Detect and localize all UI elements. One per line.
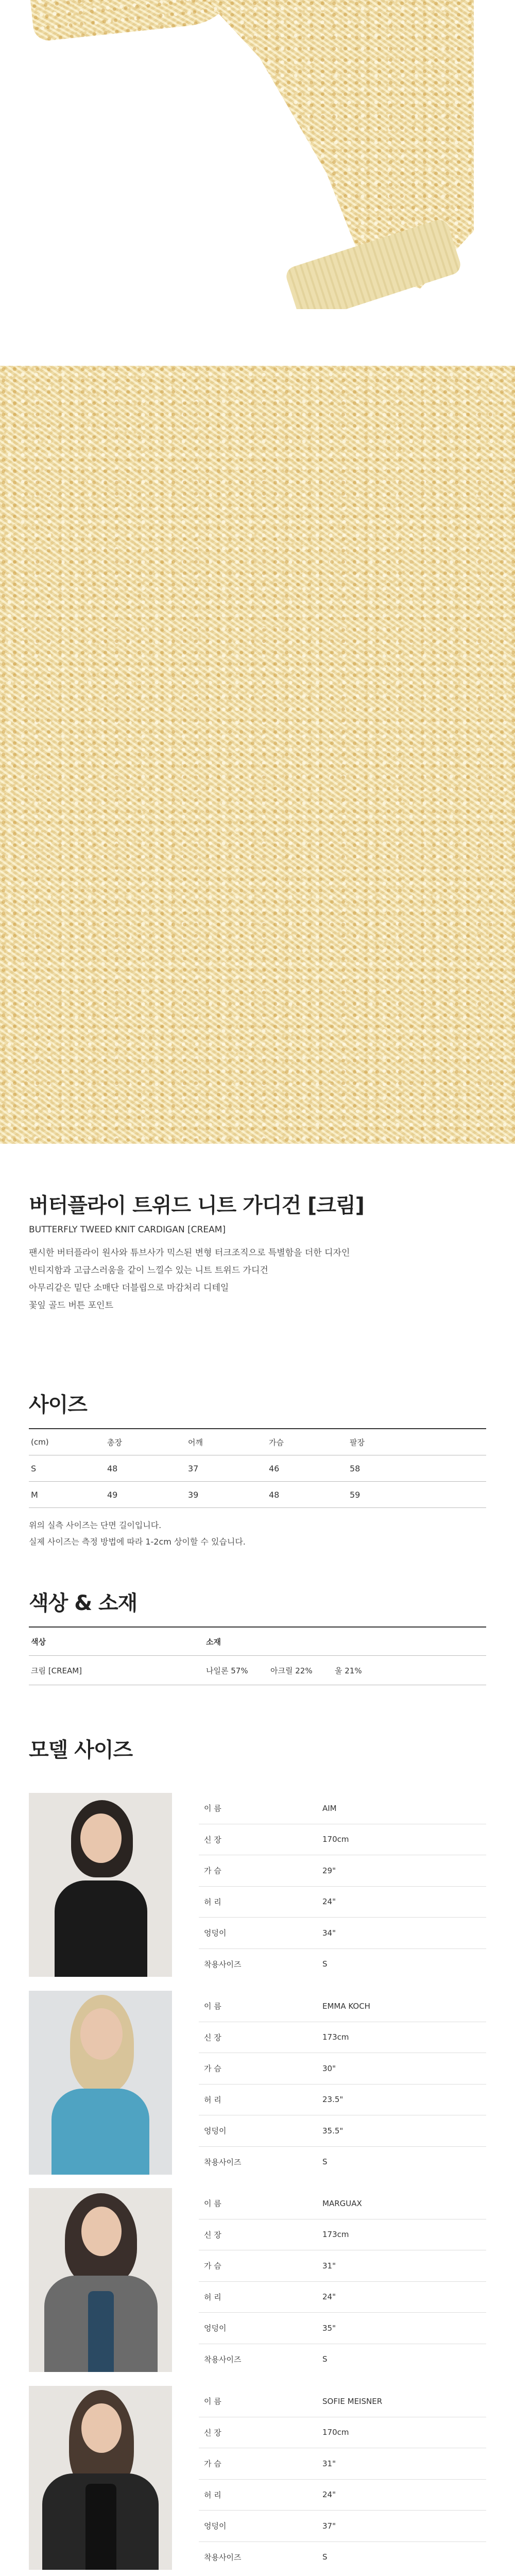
model-wear-size: S bbox=[322, 1959, 328, 1969]
spec-label: 이 름 bbox=[204, 1804, 221, 1814]
table-cell: 37 bbox=[183, 1455, 264, 1482]
model-name: EMMA KOCH bbox=[322, 2001, 370, 2011]
material-value: 아크릴 22% bbox=[270, 1666, 313, 1675]
spec-label: 허 리 bbox=[204, 2095, 221, 2105]
model-photo bbox=[29, 2386, 172, 2570]
spec-label: 가 슴 bbox=[204, 2064, 221, 2074]
model-bust: 31" bbox=[322, 2261, 336, 2270]
model-height: 170cm bbox=[322, 2428, 349, 2437]
model-photo bbox=[29, 1793, 172, 1977]
color-value: 크림 [CREAM] bbox=[31, 1666, 82, 1675]
note-line: 위의 실측 사이즈는 단면 길이입니다. bbox=[29, 1520, 162, 1530]
spec-label: 가 슴 bbox=[204, 1866, 221, 1876]
model-bust: 29" bbox=[322, 1866, 336, 1875]
description-line: 아무리같은 밑단 소매단 더블립으로 마감처리 디테일 bbox=[29, 1283, 229, 1293]
spec-label: 허 리 bbox=[204, 2292, 221, 2302]
table-cell: S bbox=[29, 1455, 102, 1482]
model-bust: 30" bbox=[322, 2063, 336, 2073]
table-header-cell: 어깨 bbox=[183, 1429, 264, 1455]
note-line: 실제 사이즈는 측정 방법에 따라 1-2cm 상이할 수 있습니다. bbox=[29, 1537, 246, 1547]
model-wear-size: S bbox=[322, 2157, 328, 2167]
spec-label: 착용사이즈 bbox=[204, 1959, 242, 1969]
material-header: 소재 bbox=[206, 1637, 221, 1647]
spec-label: 착용사이즈 bbox=[204, 2354, 242, 2364]
table-row bbox=[29, 1455, 486, 1482]
model-hip: 34" bbox=[322, 1928, 336, 1938]
description-line: 빈티지함과 고급스러움을 같이 느낄수 있는 니트 트위드 가디건 bbox=[29, 1265, 268, 1276]
model-specs bbox=[199, 1793, 486, 1979]
size-section bbox=[29, 1388, 486, 1550]
model-photo bbox=[29, 2188, 172, 2372]
model-card bbox=[29, 1793, 486, 1977]
table-cell: 58 bbox=[345, 1455, 486, 1482]
model-wear-size: S bbox=[322, 2552, 328, 2562]
table-cell: 59 bbox=[345, 1482, 486, 1508]
model-waist: 24" bbox=[322, 1897, 336, 1907]
model-photo bbox=[29, 1991, 172, 2175]
table-row bbox=[29, 1482, 486, 1508]
spec-label: 이 름 bbox=[204, 2199, 221, 2209]
spec-label: 이 름 bbox=[204, 2397, 221, 2406]
model-hip: 37" bbox=[322, 2521, 336, 2531]
size-table bbox=[29, 1429, 486, 1508]
product-title: 버터플라이 트위드 니트 가디건 [크림] bbox=[29, 1194, 364, 1217]
size-notes bbox=[29, 1517, 486, 1550]
description-line: 팬시한 버터플라이 원사와 튜브사가 믹스된 변형 터크조직으로 특별함을 더한 디자인 bbox=[29, 1248, 350, 1258]
spec-label: 신 장 bbox=[204, 2230, 221, 2240]
table-header-cell: 가슴 bbox=[264, 1429, 345, 1455]
color-header: 색상 bbox=[31, 1637, 46, 1647]
model-waist: 24" bbox=[322, 2490, 336, 2500]
model-name: SOFIE MEISNER bbox=[322, 2396, 383, 2406]
spec-label: 엉덩이 bbox=[204, 2324, 227, 2333]
spec-label: 신 장 bbox=[204, 1835, 221, 1844]
fabric-detail-photo bbox=[0, 366, 515, 1144]
product-description bbox=[29, 1244, 486, 1314]
description-line: 꽃잎 골드 버튼 포인트 bbox=[29, 1300, 114, 1311]
spec-label: 착용사이즈 bbox=[204, 2157, 242, 2167]
table-cell: 39 bbox=[183, 1482, 264, 1508]
spec-label: 가 슴 bbox=[204, 2261, 221, 2271]
spec-label: 가 슴 bbox=[204, 2459, 221, 2469]
model-card bbox=[29, 2386, 486, 2570]
model-card bbox=[29, 1991, 486, 2175]
product-sleeve-photo bbox=[0, 0, 515, 309]
table-cell: 48 bbox=[102, 1455, 183, 1482]
material-row bbox=[29, 1656, 486, 1685]
model-hip: 35" bbox=[322, 2323, 336, 2333]
spec-label: 허 리 bbox=[204, 2490, 221, 2500]
model-bust: 31" bbox=[322, 2459, 336, 2468]
material-value: 나일론 57% bbox=[206, 1666, 248, 1675]
model-specs bbox=[199, 2188, 486, 2375]
model-height: 170cm bbox=[322, 1835, 349, 1844]
product-info bbox=[29, 1189, 486, 1314]
model-specs bbox=[199, 1991, 486, 2177]
spec-label: 엉덩이 bbox=[204, 1928, 227, 1938]
table-header-cell: 총장 bbox=[102, 1429, 183, 1455]
table-header-cell: (cm) bbox=[29, 1429, 102, 1455]
model-hip: 35.5" bbox=[322, 2126, 344, 2136]
material-title: 색상 & 소재 bbox=[29, 1587, 486, 1628]
model-name: MARGUAX bbox=[322, 2198, 362, 2208]
spec-label: 신 장 bbox=[204, 2032, 221, 2042]
spec-label: 착용사이즈 bbox=[204, 2552, 242, 2562]
table-header-row bbox=[29, 1429, 486, 1455]
model-card bbox=[29, 2188, 486, 2372]
material-section bbox=[29, 1587, 486, 1685]
model-size-title: 모델 사이즈 bbox=[29, 1738, 133, 1762]
model-waist: 23.5" bbox=[322, 2095, 344, 2105]
spec-label: 신 장 bbox=[204, 2428, 221, 2437]
model-height: 173cm bbox=[322, 2230, 349, 2240]
product-subtitle: BUTTERFLY TWEED KNIT CARDIGAN [CREAM] bbox=[29, 1225, 226, 1235]
table-cell: 48 bbox=[264, 1482, 345, 1508]
table-cell: M bbox=[29, 1482, 102, 1508]
material-header-row bbox=[29, 1628, 486, 1656]
model-specs bbox=[199, 2386, 486, 2572]
table-cell: 46 bbox=[264, 1455, 345, 1482]
table-cell: 49 bbox=[102, 1482, 183, 1508]
model-section-header bbox=[29, 1734, 486, 1773]
model-height: 173cm bbox=[322, 2032, 349, 2042]
spec-label: 이 름 bbox=[204, 2002, 221, 2011]
model-wear-size: S bbox=[322, 2354, 328, 2364]
model-waist: 24" bbox=[322, 2292, 336, 2302]
spec-label: 허 리 bbox=[204, 1897, 221, 1907]
model-name: AIM bbox=[322, 1803, 337, 1813]
spec-label: 엉덩이 bbox=[204, 2521, 227, 2531]
material-value: 울 21% bbox=[335, 1666, 362, 1675]
table-header-cell: 팔장 bbox=[345, 1429, 486, 1455]
size-title: 사이즈 bbox=[29, 1388, 486, 1429]
spec-label: 엉덩이 bbox=[204, 2126, 227, 2136]
